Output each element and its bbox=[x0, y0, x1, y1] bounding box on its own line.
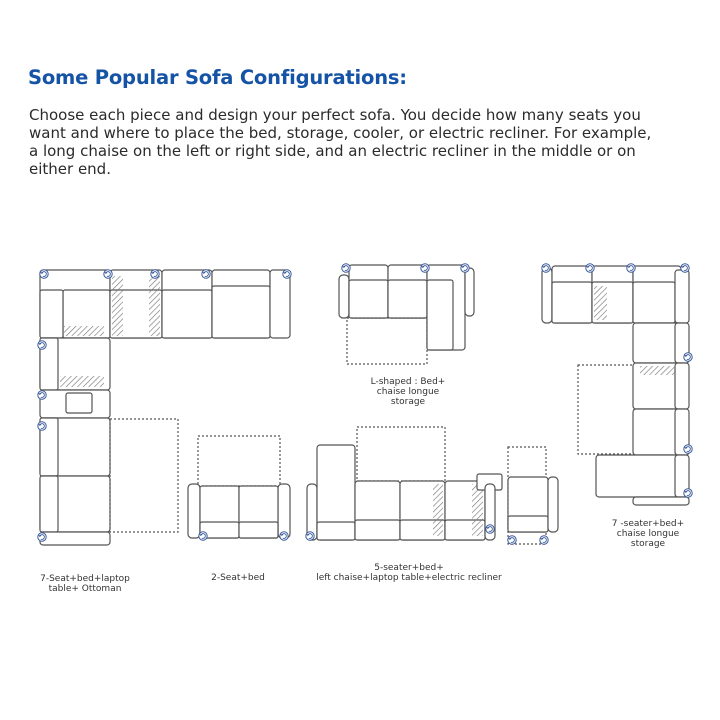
sofa-module bbox=[355, 520, 400, 540]
intro-line: a long chaise on the left or right side, and an electric recliner in the middle or on bbox=[29, 142, 636, 160]
sofa-module bbox=[212, 286, 270, 338]
bed-extension-outline bbox=[578, 365, 634, 454]
rotate-arrow-icon bbox=[627, 264, 635, 272]
rotate-arrow-icon bbox=[38, 422, 46, 430]
sofa-module bbox=[465, 268, 474, 316]
sofa-module bbox=[270, 270, 290, 338]
storage-hatch bbox=[472, 484, 483, 536]
storage-hatch bbox=[149, 276, 160, 336]
sofa-module bbox=[278, 484, 290, 538]
storage-hatch bbox=[60, 376, 104, 387]
caption-five-seater-bed-chaise-recliner bbox=[298, 563, 520, 583]
sofa-module bbox=[317, 522, 355, 540]
rotate-arrow-icon bbox=[202, 270, 210, 278]
bed-extension-outline bbox=[110, 419, 178, 532]
caption-line: storage bbox=[390, 397, 426, 407]
bed-extension-outline bbox=[198, 436, 280, 486]
rotate-arrow-icon bbox=[342, 264, 350, 272]
sofa-module bbox=[427, 280, 453, 350]
caption-line: table+ Ottoman bbox=[48, 584, 122, 594]
rotate-arrow-icon bbox=[586, 264, 594, 272]
rotate-arrow-icon bbox=[681, 264, 689, 272]
sofa-module bbox=[239, 522, 278, 538]
rotate-arrow-icon bbox=[508, 536, 516, 544]
sofa-module bbox=[548, 477, 558, 532]
config-five-seater-bed-chaise-recliner bbox=[306, 427, 558, 544]
bed-extension-outline bbox=[357, 427, 445, 481]
storage-hatch bbox=[640, 366, 676, 375]
storage-hatch bbox=[433, 484, 443, 536]
rotate-arrow-icon bbox=[280, 532, 288, 540]
caption-seven-seater-bed-chaise-storage bbox=[595, 519, 701, 549]
rotate-arrow-icon bbox=[283, 270, 291, 278]
config-two-seat-bed bbox=[188, 436, 290, 540]
caption-line: L-shaped : Bed+ bbox=[370, 377, 446, 387]
rotate-arrow-icon bbox=[38, 341, 46, 349]
sofa-module bbox=[633, 409, 681, 455]
rotate-arrow-icon bbox=[684, 445, 692, 453]
sofa-module bbox=[596, 455, 681, 497]
caption-l-shaped-bed-chaise-storage bbox=[348, 377, 468, 407]
rotate-arrow-icon bbox=[38, 533, 46, 541]
page-title: Some Popular Sofa Configurations: bbox=[28, 66, 407, 89]
sofa-module bbox=[633, 323, 681, 363]
caption-line: 7-Seat+bed+laptop bbox=[40, 574, 130, 584]
rotate-arrow-icon bbox=[684, 489, 692, 497]
intro-line: either end. bbox=[29, 160, 111, 178]
sofa-module bbox=[349, 280, 388, 318]
sofa-module bbox=[675, 363, 689, 409]
rotate-arrow-icon bbox=[684, 353, 692, 361]
storage-hatch bbox=[64, 326, 104, 336]
intro-line: want and where to place the bed, storage, cooler, or electric recliner. For example, bbox=[29, 124, 652, 142]
config-seven-seater-bed-chaise-storage bbox=[542, 264, 692, 505]
rotate-arrow-icon bbox=[542, 264, 550, 272]
caption-line: chaise longue bbox=[616, 529, 680, 539]
sofa-module bbox=[339, 275, 349, 318]
caption-line: 5-seater+bed+ bbox=[374, 563, 444, 573]
sofa-module bbox=[542, 268, 552, 323]
rotate-arrow-icon bbox=[151, 270, 159, 278]
sofa-module bbox=[633, 282, 675, 323]
sofa-module bbox=[40, 532, 110, 545]
sofa-module bbox=[675, 270, 689, 323]
rotate-arrow-icon bbox=[486, 525, 494, 533]
caption-line: 2-Seat+bed bbox=[211, 573, 265, 583]
config-l-shaped-bed-chaise-storage bbox=[339, 264, 474, 364]
sofa-module bbox=[162, 290, 212, 338]
caption-line: storage bbox=[630, 539, 666, 549]
caption-line: chaise longue bbox=[376, 387, 440, 397]
storage-hatch bbox=[112, 276, 123, 336]
rotate-arrow-icon bbox=[461, 264, 469, 272]
rotate-arrow-icon bbox=[306, 532, 314, 540]
sofa-module bbox=[633, 497, 689, 505]
sofa-module bbox=[40, 290, 63, 338]
rotate-arrow-icon bbox=[38, 391, 46, 399]
sofa-module bbox=[66, 393, 92, 413]
rotate-arrow-icon bbox=[540, 536, 548, 544]
intro-line: Choose each piece and design your perfect sofa. You decide how many seats you bbox=[29, 106, 641, 124]
sofa-module bbox=[188, 484, 200, 538]
rotate-arrow-icon bbox=[104, 270, 112, 278]
sofa-module bbox=[552, 282, 592, 323]
sofa-module bbox=[388, 280, 427, 318]
storage-hatch bbox=[594, 286, 607, 320]
caption-line: left chaise+laptop table+electric recliner bbox=[316, 573, 502, 583]
caption-line: 7 -seater+bed+ bbox=[611, 519, 685, 529]
rotate-arrow-icon bbox=[40, 270, 48, 278]
caption-two-seat-bed bbox=[190, 573, 286, 583]
rotate-arrow-icon bbox=[199, 532, 207, 540]
sofa-module bbox=[40, 476, 58, 532]
rotate-arrow-icon bbox=[421, 264, 429, 272]
caption-seven-seat-bed-laptop-ottoman bbox=[20, 574, 150, 594]
bed-extension-outline bbox=[347, 318, 427, 364]
sofa-module bbox=[508, 516, 548, 532]
